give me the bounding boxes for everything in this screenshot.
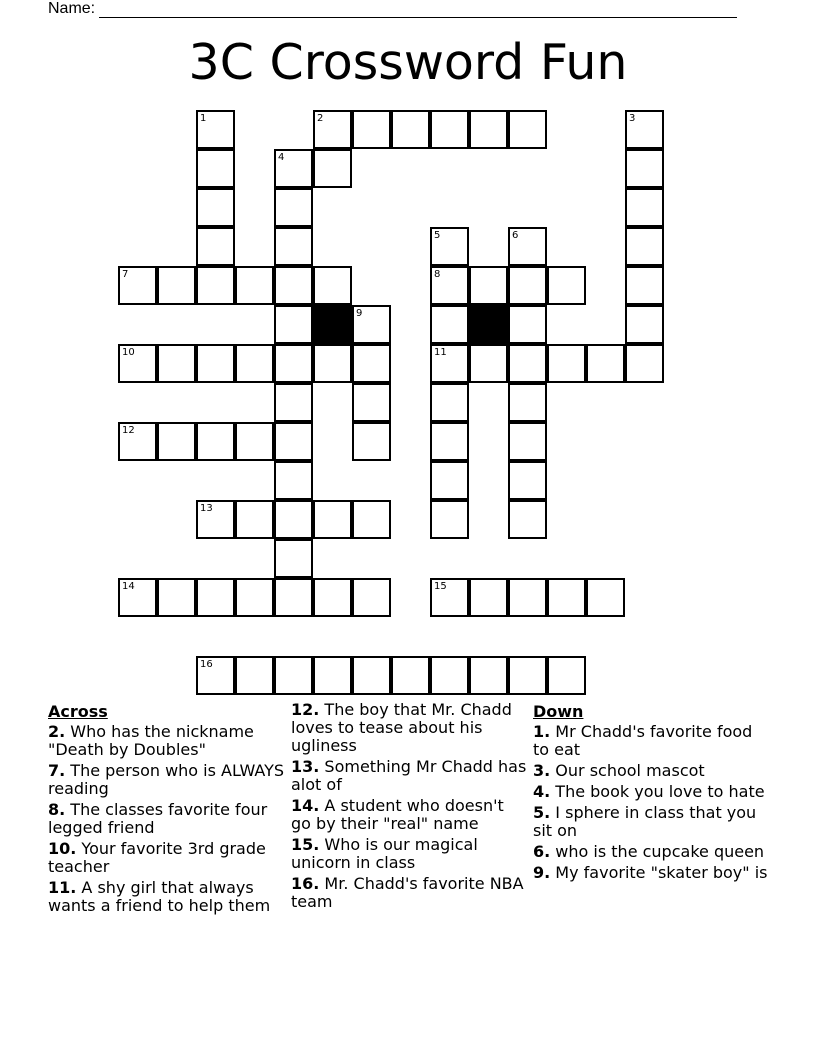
clue-text: The classes favorite four legged friend — [48, 800, 268, 837]
grid-cell[interactable] — [352, 305, 391, 344]
clue-text: Mr. Chadd's favorite NBA team — [291, 874, 524, 911]
clue-number: 11 — [434, 347, 447, 358]
across-clue-list-continued — [291, 701, 527, 911]
clue-number: 10 — [122, 347, 135, 358]
grid-cell[interactable] — [196, 656, 235, 695]
down-clue — [533, 762, 769, 780]
grid-cell[interactable] — [625, 110, 664, 149]
grid-cell[interactable] — [274, 227, 313, 266]
grid-cell[interactable] — [274, 344, 313, 383]
grid-cell[interactable] — [157, 422, 196, 461]
clue-number: 14 — [122, 581, 135, 592]
grid-cell[interactable] — [508, 266, 547, 305]
across-clue — [48, 879, 286, 915]
grid-cell[interactable] — [547, 344, 586, 383]
clue-number-label: 12. — [291, 700, 320, 719]
across-clue — [48, 840, 286, 876]
grid-cell[interactable] — [235, 656, 274, 695]
grid-cell[interactable] — [196, 578, 235, 617]
across-clue — [291, 701, 527, 755]
grid-cell[interactable] — [235, 266, 274, 305]
grid-cell[interactable] — [469, 110, 508, 149]
clue-text: who is the cupcake queen — [550, 842, 765, 861]
grid-cell[interactable] — [430, 461, 469, 500]
grid-cell[interactable] — [547, 266, 586, 305]
grid-cell[interactable] — [274, 266, 313, 305]
clue-number: 3 — [629, 113, 636, 124]
grid-cell[interactable] — [274, 500, 313, 539]
clue-number: 15 — [434, 581, 447, 592]
across-clue — [291, 836, 527, 872]
down-clue — [533, 783, 769, 801]
across-clue-list — [48, 723, 286, 915]
grid-cell[interactable] — [430, 305, 469, 344]
grid-cell[interactable] — [313, 656, 352, 695]
name-label: Name: — [48, 0, 96, 17]
clue-number: 13 — [200, 503, 213, 514]
clue-text: I sphere in class that you sit on — [533, 803, 757, 840]
grid-cell[interactable] — [508, 344, 547, 383]
clue-text: Who has the nickname "Death by Doubles" — [48, 722, 254, 759]
clue-number-label: 7. — [48, 761, 66, 780]
grid-cell[interactable] — [235, 344, 274, 383]
grid-cell[interactable] — [274, 578, 313, 617]
grid-cell[interactable] — [313, 149, 352, 188]
clue-text: The boy that Mr. Chadd loves to tease about his ugliness — [291, 700, 512, 755]
grid-cell[interactable] — [430, 500, 469, 539]
clue-number: 7 — [122, 269, 129, 280]
clue-number-label: 15. — [291, 835, 320, 854]
grid-cell[interactable] — [118, 266, 157, 305]
grid-cell[interactable] — [586, 578, 625, 617]
grid-cell[interactable] — [508, 422, 547, 461]
grid-cell[interactable] — [625, 149, 664, 188]
grid-cell[interactable] — [118, 578, 157, 617]
grid-cell[interactable] — [313, 578, 352, 617]
across-clues-column-2 — [291, 701, 527, 914]
grid-cell[interactable] — [586, 344, 625, 383]
clue-number-label: 6. — [533, 842, 551, 861]
grid-cell[interactable] — [625, 344, 664, 383]
grid-cell[interactable] — [274, 305, 313, 344]
grid-cell[interactable] — [430, 578, 469, 617]
grid-cell[interactable] — [196, 149, 235, 188]
grid-cell[interactable] — [469, 578, 508, 617]
grid-cell[interactable] — [196, 500, 235, 539]
clue-text: My favorite "skater boy" is — [550, 863, 768, 882]
clue-number-label: 4. — [533, 782, 551, 801]
clue-number-label: 2. — [48, 722, 66, 741]
black-cell — [469, 305, 508, 344]
grid-cell[interactable] — [235, 422, 274, 461]
clue-text: Who is our magical unicorn in class — [291, 835, 478, 872]
clue-number: 9 — [356, 308, 363, 319]
grid-cell[interactable] — [469, 266, 508, 305]
grid-cell[interactable] — [430, 227, 469, 266]
clue-text: Mr Chadd's favorite food to eat — [533, 722, 753, 759]
grid-cell[interactable] — [625, 305, 664, 344]
clue-text: A student who doesn't go by their "real" name — [291, 796, 504, 833]
down-clue — [533, 843, 769, 861]
clue-number-label: 8. — [48, 800, 66, 819]
across-clues-column-1 — [48, 701, 286, 918]
across-clue — [48, 723, 286, 759]
down-clues-column — [533, 701, 769, 885]
clue-number-label: 16. — [291, 874, 320, 893]
grid-cell[interactable] — [157, 344, 196, 383]
grid-cell[interactable] — [625, 266, 664, 305]
grid-cell[interactable] — [430, 383, 469, 422]
grid-cell[interactable] — [430, 422, 469, 461]
grid-cell[interactable] — [430, 266, 469, 305]
clue-number: 5 — [434, 230, 441, 241]
grid-cell[interactable] — [547, 578, 586, 617]
grid-cell[interactable] — [235, 578, 274, 617]
black-cell — [313, 305, 352, 344]
grid-cell[interactable] — [313, 500, 352, 539]
across-clue — [291, 797, 527, 833]
grid-cell[interactable] — [118, 344, 157, 383]
clue-number-label: 1. — [533, 722, 551, 741]
clue-text: A shy girl that always wants a friend to help them — [48, 878, 271, 915]
grid-cell[interactable] — [508, 656, 547, 695]
down-clue — [533, 723, 769, 759]
grid-cell[interactable] — [469, 656, 508, 695]
grid-cell[interactable] — [508, 227, 547, 266]
grid-cell[interactable] — [274, 188, 313, 227]
down-clue — [533, 864, 769, 882]
grid-cell[interactable] — [352, 422, 391, 461]
grid-cell[interactable] — [508, 110, 547, 149]
grid-cell[interactable] — [391, 656, 430, 695]
clue-number: 2 — [317, 113, 324, 124]
clue-text: Your favorite 3rd grade teacher — [48, 839, 266, 876]
grid-cell[interactable] — [196, 227, 235, 266]
clue-text: Something Mr Chadd has alot of — [291, 757, 527, 794]
grid-cell[interactable] — [235, 500, 274, 539]
clue-text: The person who is ALWAYS reading — [48, 761, 285, 798]
clue-number: 12 — [122, 425, 135, 436]
grid-cell[interactable] — [352, 110, 391, 149]
clue-number-label: 3. — [533, 761, 551, 780]
down-clue — [533, 804, 769, 840]
grid-cell[interactable] — [196, 110, 235, 149]
clue-text: Our school mascot — [550, 761, 705, 780]
grid-cell[interactable] — [313, 344, 352, 383]
grid-cell[interactable] — [274, 461, 313, 500]
clue-text: The book you love to hate — [550, 782, 765, 801]
clue-number-label: 9. — [533, 863, 551, 882]
clue-number: 6 — [512, 230, 519, 241]
grid-cell[interactable] — [313, 110, 352, 149]
page-title: 3C Crossword Fun — [188, 34, 628, 91]
grid-cell[interactable] — [352, 656, 391, 695]
down-clue-list — [533, 723, 769, 882]
grid-cell[interactable] — [508, 578, 547, 617]
grid-cell[interactable] — [430, 656, 469, 695]
clue-number: 4 — [278, 152, 285, 163]
grid-cell[interactable] — [625, 227, 664, 266]
clue-number: 16 — [200, 659, 213, 670]
grid-cell[interactable] — [508, 305, 547, 344]
grid-cell[interactable] — [274, 656, 313, 695]
across-clue — [48, 762, 286, 798]
clue-number-label: 13. — [291, 757, 320, 776]
grid-cell[interactable] — [196, 344, 235, 383]
grid-cell[interactable] — [352, 344, 391, 383]
grid-cell[interactable] — [547, 656, 586, 695]
grid-cell[interactable] — [352, 578, 391, 617]
grid-cell[interactable] — [313, 266, 352, 305]
across-clue — [291, 758, 527, 794]
grid-cell[interactable] — [391, 110, 430, 149]
clue-number: 8 — [434, 269, 441, 280]
grid-cell[interactable] — [157, 578, 196, 617]
grid-cell[interactable] — [274, 383, 313, 422]
grid-cell[interactable] — [352, 383, 391, 422]
grid-cell[interactable] — [196, 422, 235, 461]
grid-cell[interactable] — [157, 266, 196, 305]
grid-cell[interactable] — [196, 266, 235, 305]
across-heading: Across — [48, 702, 108, 721]
grid-cell[interactable] — [469, 344, 508, 383]
grid-cell[interactable] — [508, 383, 547, 422]
grid-cell[interactable] — [430, 110, 469, 149]
grid-cell[interactable] — [274, 422, 313, 461]
clue-number-label: 5. — [533, 803, 551, 822]
grid-cell[interactable] — [274, 149, 313, 188]
grid-cell[interactable] — [625, 188, 664, 227]
grid-cell[interactable] — [352, 500, 391, 539]
grid-cell[interactable] — [508, 461, 547, 500]
clue-number-label: 14. — [291, 796, 320, 815]
grid-cell[interactable] — [430, 344, 469, 383]
clue-number-label: 11. — [48, 878, 77, 897]
down-heading: Down — [533, 702, 584, 721]
across-clue — [291, 875, 527, 911]
grid-cell[interactable] — [274, 539, 313, 578]
clue-number-label: 10. — [48, 839, 77, 858]
across-clue — [48, 801, 286, 837]
grid-cell[interactable] — [196, 188, 235, 227]
clue-number: 1 — [200, 113, 207, 124]
grid-cell[interactable] — [508, 500, 547, 539]
grid-cell[interactable] — [118, 422, 157, 461]
